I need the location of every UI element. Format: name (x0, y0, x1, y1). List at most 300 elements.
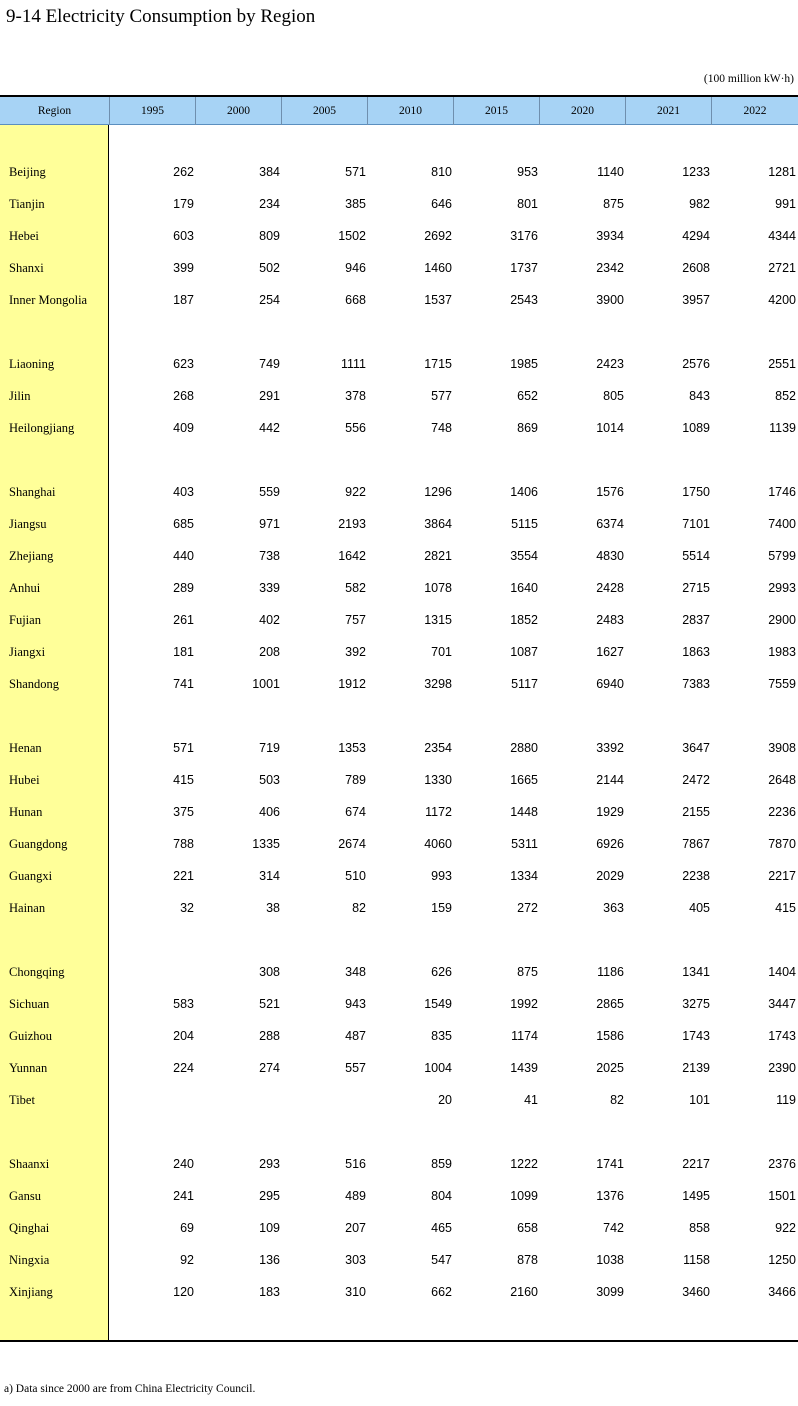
table-row (0, 477, 798, 509)
value-cell-1995: 187 (173, 293, 194, 307)
value-cell-2005: 348 (345, 965, 366, 979)
value-cell-2021: 982 (689, 197, 710, 211)
value-cell-2022: 1983 (768, 645, 796, 659)
value-cell-2020: 2865 (596, 997, 624, 1011)
value-cell-2000: 442 (259, 421, 280, 435)
value-cell-2021: 4294 (682, 229, 710, 243)
value-cell-2021: 3275 (682, 997, 710, 1011)
table-row (0, 989, 798, 1021)
value-cell-2020: 1576 (596, 485, 624, 499)
region-name: Jiangsu (9, 517, 47, 531)
value-cell-2010: 804 (431, 1189, 452, 1203)
value-cell-2022: 3466 (768, 1285, 796, 1299)
value-cell-2005: 582 (345, 581, 366, 595)
value-cell-2015: 1099 (510, 1189, 538, 1203)
value-cell-2000: 234 (259, 197, 280, 211)
table-row (0, 253, 798, 285)
region-name: Anhui (9, 581, 41, 595)
value-cell-2015: 801 (517, 197, 538, 211)
value-cell-2010: 2692 (424, 229, 452, 243)
value-cell-1995: 623 (173, 357, 194, 371)
value-cell-2015: 1852 (510, 613, 538, 627)
region-name: Beijing (9, 165, 46, 179)
value-cell-2020: 1140 (597, 165, 624, 179)
table-row (0, 829, 798, 861)
value-cell-2022: 1250 (768, 1253, 796, 1267)
value-cell-2021: 2155 (682, 805, 710, 819)
value-cell-2000: 339 (259, 581, 280, 595)
value-cell-2020: 1741 (596, 1157, 624, 1171)
value-cell-1995: 181 (173, 645, 194, 659)
value-cell-2015: 875 (517, 965, 538, 979)
value-cell-2021: 7101 (682, 517, 710, 531)
value-cell-2015: 5117 (511, 677, 538, 691)
value-cell-2010: 1549 (424, 997, 452, 1011)
region-name: Shanxi (9, 261, 44, 275)
value-cell-2000: 402 (259, 613, 280, 627)
value-cell-1995: 415 (173, 773, 194, 787)
value-cell-2022: 2993 (768, 581, 796, 595)
value-cell-2022: 119 (776, 1093, 796, 1107)
value-cell-2022: 1501 (768, 1189, 796, 1203)
value-cell-2020: 2428 (596, 581, 624, 595)
value-cell-2010: 3298 (424, 677, 452, 691)
value-cell-1995: 120 (173, 1285, 194, 1299)
value-cell-2010: 1296 (424, 485, 452, 499)
value-cell-1995: 179 (173, 197, 194, 211)
value-cell-2010: 1715 (424, 357, 452, 371)
value-cell-2000: 208 (259, 645, 280, 659)
table-row (0, 221, 798, 253)
value-cell-1995: 685 (173, 517, 194, 531)
value-cell-2021: 2472 (682, 773, 710, 787)
value-cell-2021: 858 (689, 1221, 710, 1235)
value-cell-2010: 626 (431, 965, 452, 979)
value-cell-2021: 2238 (682, 869, 710, 883)
value-cell-2005: 557 (345, 1061, 366, 1075)
value-cell-1995: 399 (173, 261, 194, 275)
value-cell-2015: 1334 (510, 869, 538, 883)
value-cell-2010: 1537 (424, 293, 452, 307)
value-cell-2022: 4344 (768, 229, 796, 243)
value-cell-2015: 2160 (510, 1285, 538, 1299)
value-cell-2021: 2576 (682, 357, 710, 371)
table-row (0, 381, 798, 413)
value-cell-2015: 1174 (511, 1029, 538, 1043)
value-cell-2015: 652 (517, 389, 538, 403)
value-cell-2022: 1139 (769, 421, 796, 435)
header-year-2010: 2010 (367, 97, 453, 125)
value-cell-2000: 274 (259, 1061, 280, 1075)
value-cell-1995: 583 (173, 997, 194, 1011)
value-cell-1995: 409 (173, 421, 194, 435)
value-cell-2020: 3934 (596, 229, 624, 243)
value-cell-2022: 2217 (768, 869, 796, 883)
region-name: Hunan (9, 805, 43, 819)
value-cell-2020: 2483 (596, 613, 624, 627)
value-cell-2022: 5799 (768, 549, 796, 563)
value-cell-2010: 465 (431, 1221, 452, 1235)
value-cell-2010: 547 (431, 1253, 452, 1267)
value-cell-2000: 749 (259, 357, 280, 371)
value-cell-2005: 556 (345, 421, 366, 435)
value-cell-2020: 1038 (596, 1253, 624, 1267)
table-row (0, 157, 798, 189)
footnote: a) Data since 2000 are from China Electricity Council. (4, 1383, 256, 1395)
value-cell-2021: 2837 (682, 613, 710, 627)
value-cell-2005: 487 (345, 1029, 366, 1043)
value-cell-1995: 403 (173, 485, 194, 499)
value-cell-2020: 2029 (596, 869, 624, 883)
value-cell-2020: 82 (610, 1093, 624, 1107)
value-cell-2022: 415 (775, 901, 796, 915)
value-cell-2022: 922 (775, 1221, 796, 1235)
table-row (0, 1277, 798, 1309)
value-cell-2020: 6374 (596, 517, 624, 531)
value-cell-2021: 1750 (682, 485, 710, 499)
value-cell-2010: 2354 (424, 741, 452, 755)
value-cell-2015: 869 (517, 421, 538, 435)
value-cell-2005: 1642 (338, 549, 366, 563)
value-cell-1995: 741 (173, 677, 194, 691)
value-cell-2005: 668 (345, 293, 366, 307)
value-cell-2005: 2193 (338, 517, 366, 531)
value-cell-2005: 789 (345, 773, 366, 787)
value-cell-2021: 843 (689, 389, 710, 403)
table-row (0, 189, 798, 221)
value-cell-2015: 1222 (510, 1157, 538, 1171)
value-cell-2010: 810 (431, 165, 452, 179)
value-cell-2000: 293 (259, 1157, 280, 1171)
header-year-2021: 2021 (625, 97, 711, 125)
value-cell-2015: 2880 (510, 741, 538, 755)
value-cell-2020: 1627 (596, 645, 624, 659)
value-cell-1995: 32 (180, 901, 194, 915)
value-cell-2022: 3447 (768, 997, 796, 1011)
value-cell-2005: 489 (345, 1189, 366, 1203)
table-row (0, 349, 798, 381)
value-cell-2022: 852 (775, 389, 796, 403)
value-cell-2022: 2648 (768, 773, 796, 787)
value-cell-2000: 738 (259, 549, 280, 563)
value-cell-2021: 7867 (682, 837, 710, 851)
value-cell-2005: 385 (345, 197, 366, 211)
unit-label: (100 million kW·h) (703, 73, 794, 85)
table-row (0, 541, 798, 573)
value-cell-2021: 1495 (682, 1189, 710, 1203)
value-cell-2021: 3460 (682, 1285, 710, 1299)
value-cell-2000: 1001 (252, 677, 280, 691)
table-header (0, 95, 798, 125)
value-cell-2021: 1158 (683, 1253, 710, 1267)
value-cell-2022: 2900 (768, 613, 796, 627)
value-cell-2005: 310 (345, 1285, 366, 1299)
value-cell-2000: 183 (259, 1285, 280, 1299)
value-cell-2015: 3554 (510, 549, 538, 563)
value-cell-1995: 241 (173, 1189, 194, 1203)
region-name: Ningxia (9, 1253, 50, 1267)
value-cell-2005: 207 (345, 1221, 366, 1235)
region-name: Inner Mongolia (9, 293, 88, 307)
value-cell-2005: 1912 (338, 677, 366, 691)
table-row (0, 893, 798, 925)
region-name: Liaoning (9, 357, 55, 371)
value-cell-2022: 2721 (768, 261, 796, 275)
value-cell-1995: 204 (173, 1029, 194, 1043)
region-name: Henan (9, 741, 42, 755)
table-row (0, 573, 798, 605)
header-year-2020: 2020 (539, 97, 625, 125)
table-row (0, 861, 798, 893)
value-cell-2010: 1172 (425, 805, 452, 819)
value-cell-2015: 953 (517, 165, 538, 179)
value-cell-2022: 1281 (768, 165, 796, 179)
table-row (0, 1149, 798, 1181)
value-cell-1995: 440 (173, 549, 194, 563)
value-cell-2010: 662 (431, 1285, 452, 1299)
value-cell-2022: 7559 (768, 677, 796, 691)
value-cell-2022: 991 (775, 197, 796, 211)
value-cell-2000: 308 (259, 965, 280, 979)
region-name: Tibet (9, 1093, 35, 1107)
value-cell-2000: 521 (259, 997, 280, 1011)
value-cell-2010: 859 (431, 1157, 452, 1171)
value-cell-2000: 254 (259, 293, 280, 307)
table-row (0, 1245, 798, 1277)
table-title: 9-14 Electricity Consumption by Region (6, 6, 316, 27)
value-cell-2010: 577 (431, 389, 452, 403)
value-cell-2020: 6940 (596, 677, 624, 691)
value-cell-2000: 295 (259, 1189, 280, 1203)
value-cell-2021: 101 (689, 1093, 710, 1107)
value-cell-2020: 4830 (596, 549, 624, 563)
value-cell-2000: 314 (259, 869, 280, 883)
value-cell-2005: 2674 (338, 837, 366, 851)
table-row (0, 1053, 798, 1085)
region-name: Guizhou (9, 1029, 53, 1043)
value-cell-2015: 3176 (510, 229, 538, 243)
value-cell-2000: 291 (259, 389, 280, 403)
value-cell-2005: 674 (345, 805, 366, 819)
value-cell-2005: 922 (345, 485, 366, 499)
value-cell-2022: 4200 (768, 293, 796, 307)
value-cell-2020: 1186 (597, 965, 624, 979)
value-cell-2020: 2025 (596, 1061, 624, 1075)
value-cell-2015: 1665 (510, 773, 538, 787)
value-cell-2000: 136 (259, 1253, 280, 1267)
value-cell-2020: 2423 (596, 357, 624, 371)
value-cell-1995: 262 (173, 165, 194, 179)
value-cell-2022: 1746 (768, 485, 796, 499)
data-table (0, 95, 798, 1342)
value-cell-2005: 946 (345, 261, 366, 275)
region-name: Gansu (9, 1189, 41, 1203)
value-cell-2015: 272 (517, 901, 538, 915)
value-cell-2022: 2376 (768, 1157, 796, 1171)
header-year-2022: 2022 (711, 97, 798, 125)
value-cell-2015: 2543 (510, 293, 538, 307)
value-cell-2005: 1502 (338, 229, 366, 243)
value-cell-2020: 2144 (596, 773, 624, 787)
value-cell-2010: 1330 (424, 773, 452, 787)
value-cell-2021: 405 (689, 901, 710, 915)
value-cell-2021: 1341 (682, 965, 710, 979)
value-cell-2015: 658 (517, 1221, 538, 1235)
value-cell-2010: 1315 (424, 613, 452, 627)
value-cell-2005: 303 (345, 1253, 366, 1267)
value-cell-1995: 240 (173, 1157, 194, 1171)
table-row (0, 797, 798, 829)
value-cell-2010: 159 (431, 901, 452, 915)
value-cell-2010: 1078 (424, 581, 452, 595)
region-name: Shanghai (9, 485, 56, 499)
table-row (0, 605, 798, 637)
value-cell-2022: 1404 (768, 965, 796, 979)
header-region: Region (37, 105, 72, 117)
region-name: Jiangxi (9, 645, 46, 659)
header-year-1995: 1995 (109, 97, 195, 125)
value-cell-2021: 3647 (682, 741, 710, 755)
value-cell-2022: 1743 (768, 1029, 796, 1043)
value-cell-2015: 1640 (510, 581, 538, 595)
value-cell-2010: 835 (431, 1029, 452, 1043)
value-cell-2000: 502 (259, 261, 280, 275)
region-name: Xinjiang (9, 1285, 53, 1299)
value-cell-2005: 378 (345, 389, 366, 403)
value-cell-2021: 1089 (682, 421, 710, 435)
table-row (0, 637, 798, 669)
value-cell-1995: 375 (173, 805, 194, 819)
region-name: Tianjin (9, 197, 45, 211)
value-cell-2022: 7400 (768, 517, 796, 531)
table-row (0, 1181, 798, 1213)
region-name: Qinghai (9, 1221, 50, 1235)
value-cell-2000: 288 (259, 1029, 280, 1043)
value-cell-2015: 1737 (510, 261, 538, 275)
table-row (0, 509, 798, 541)
value-cell-2000: 809 (259, 229, 280, 243)
value-cell-2020: 805 (603, 389, 624, 403)
region-name: Jilin (9, 389, 31, 403)
value-cell-2015: 5115 (511, 517, 538, 531)
value-cell-2020: 363 (603, 901, 624, 915)
value-cell-2020: 1929 (596, 805, 624, 819)
value-cell-2010: 3864 (424, 517, 452, 531)
value-cell-2022: 2390 (768, 1061, 796, 1075)
value-cell-2015: 1985 (510, 357, 538, 371)
value-cell-2020: 1586 (596, 1029, 624, 1043)
value-cell-2005: 943 (345, 997, 366, 1011)
table-row (0, 1021, 798, 1053)
value-cell-2020: 6926 (596, 837, 624, 851)
value-cell-2015: 1992 (510, 997, 538, 1011)
value-cell-2022: 2551 (768, 357, 796, 371)
value-cell-1995: 92 (180, 1253, 194, 1267)
value-cell-2021: 2139 (682, 1061, 710, 1075)
value-cell-1995: 788 (173, 837, 194, 851)
value-cell-1995: 261 (173, 613, 194, 627)
region-name: Hainan (9, 901, 46, 915)
region-name: Hebei (9, 229, 39, 243)
value-cell-2010: 2821 (424, 549, 452, 563)
value-cell-2015: 5311 (511, 837, 538, 851)
value-cell-2015: 878 (517, 1253, 538, 1267)
table-row (0, 733, 798, 765)
region-name: Chongqing (9, 965, 65, 979)
value-cell-2022: 2236 (768, 805, 796, 819)
value-cell-2010: 1460 (424, 261, 452, 275)
value-cell-2000: 1335 (252, 837, 280, 851)
region-name: Guangxi (9, 869, 53, 883)
value-cell-1995: 289 (173, 581, 194, 595)
value-cell-2000: 38 (266, 901, 280, 915)
value-cell-2020: 3392 (596, 741, 624, 755)
value-cell-2015: 41 (524, 1093, 538, 1107)
table-row (0, 765, 798, 797)
value-cell-2021: 1743 (682, 1029, 710, 1043)
value-cell-2010: 701 (431, 645, 452, 659)
value-cell-1995: 571 (173, 741, 194, 755)
value-cell-2015: 1448 (510, 805, 538, 819)
region-name: Heilongjiang (9, 421, 75, 435)
table-row (0, 1213, 798, 1245)
value-cell-2005: 82 (352, 901, 366, 915)
table-row (0, 413, 798, 445)
value-cell-1995: 69 (180, 1221, 194, 1235)
value-cell-2021: 2217 (682, 1157, 710, 1171)
value-cell-2015: 1406 (510, 485, 538, 499)
header-year-2005: 2005 (281, 97, 367, 125)
value-cell-2000: 971 (259, 517, 280, 531)
value-cell-2005: 1111 (340, 357, 366, 371)
value-cell-2010: 646 (431, 197, 452, 211)
value-cell-2010: 993 (431, 869, 452, 883)
value-cell-2021: 7383 (682, 677, 710, 691)
region-name: Zhejiang (9, 549, 54, 563)
value-cell-2020: 742 (603, 1221, 624, 1235)
value-cell-2020: 1376 (596, 1189, 624, 1203)
region-name: Guangdong (9, 837, 68, 851)
header-year-2015: 2015 (453, 97, 539, 125)
value-cell-2005: 392 (345, 645, 366, 659)
region-name: Shandong (9, 677, 59, 691)
value-cell-2021: 1863 (682, 645, 710, 659)
value-cell-2000: 503 (259, 773, 280, 787)
header-year-2000: 2000 (195, 97, 281, 125)
table-bottom-rule (0, 1340, 798, 1342)
region-name: Yunnan (9, 1061, 48, 1075)
region-name: Hubei (9, 773, 40, 787)
table-row (0, 1085, 798, 1117)
value-cell-2010: 748 (431, 421, 452, 435)
value-cell-2010: 4060 (424, 837, 452, 851)
value-cell-2005: 757 (345, 613, 366, 627)
value-cell-2005: 510 (345, 869, 366, 883)
value-cell-2005: 1353 (338, 741, 366, 755)
value-cell-1995: 268 (173, 389, 194, 403)
value-cell-2000: 109 (259, 1221, 280, 1235)
value-cell-2020: 2342 (596, 261, 624, 275)
value-cell-2022: 7870 (768, 837, 796, 851)
value-cell-2020: 3900 (596, 293, 624, 307)
value-cell-1995: 603 (173, 229, 194, 243)
value-cell-2021: 3957 (682, 293, 710, 307)
value-cell-2010: 20 (438, 1093, 452, 1107)
value-cell-2022: 3908 (768, 741, 796, 755)
value-cell-2020: 875 (603, 197, 624, 211)
value-cell-2005: 516 (345, 1157, 366, 1171)
table-row (0, 957, 798, 989)
